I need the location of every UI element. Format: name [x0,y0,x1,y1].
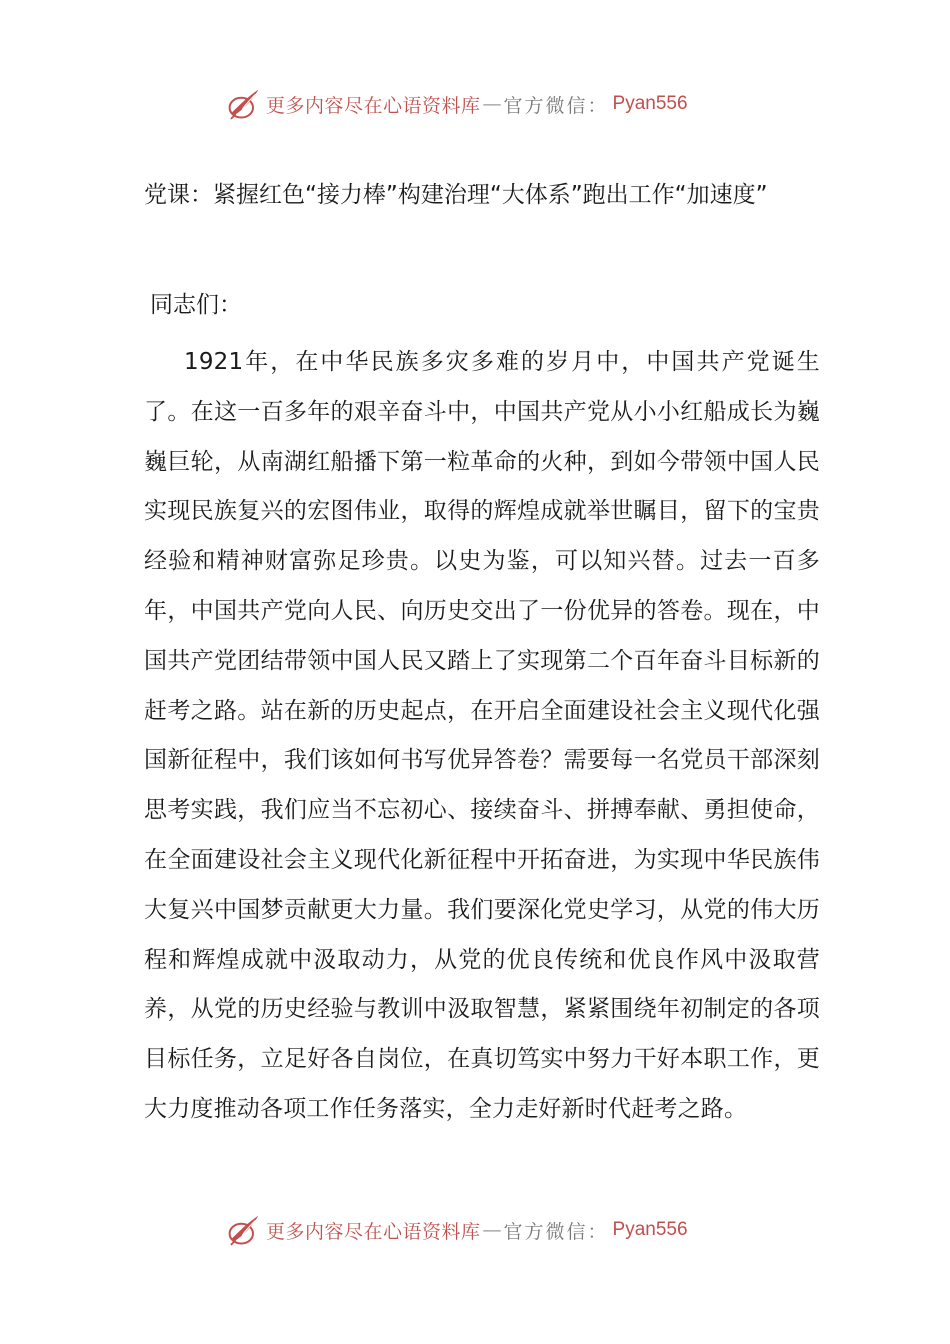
banner-site-name: 更多内容尽在心语资料库 [266,1220,481,1243]
quill-pen-logo-icon [226,1212,262,1248]
banner-dash: — [482,93,502,115]
header-banner [226,84,746,124]
banner-site-name: 更多内容尽在心语资料库 [266,94,481,117]
document-title: 党课：紧握红色“接力棒”构建治理“大体系”跑出工作“加速度” [144,182,768,208]
body-paragraph: 1921年，在中华民族多灾多难的岁月中，中国共产党诞生了。在这一百多年的艰辛奋斗中，中国共产党从小小红船成长为巍巍巨轮，从南湖红船播下第一粒革命的火种，到如今带领中国人民实现民族复兴的宏图伟业，取得的辉煌成就举世瞩目，留下的宝贵经验和精神财富弥足珍贵。以史为鉴，可以知兴替。过去一百多年，中国共产党向人民、向历史交出了一份优异的答卷。现在，中国共产党团结带领中国人民又踏上了实现第二个百年奋斗目标新的赶考之路。站在新的历史起点，在开启全面建设社会主义现代化强国新征程中，我们该如何书写优异答卷？需要每一名党员干部深刻思考实践，我们应当不忘初心、接续奋斗、拼搏奉献、勇担使命，在全面建设社会主义现代化新征程中开拓奋进，为实现中华民族伟大复兴中国梦贡献更大力量。我们要深化党史学习，从党的伟大历程和辉煌成就中汲取动力，从党的优良传统和优良作风中汲取营养，从党的历史经验与教训中汲取智慧，紧紧围绕年初制定的各项目标任务，立足好各自岗位，在真切笃实中努力干好本职工作，更大力度推动各项工作任务落实，全力走好新时代赶考之路。 [144,349,820,1122]
banner-wechat-label: 官方微信： [503,94,609,117]
salutation: 同志们： [150,292,242,318]
quill-pen-logo-icon [226,86,262,122]
banner-wechat-id: Pyan556 [612,93,688,114]
banner-wechat-id: Pyan556 [612,1219,688,1240]
banner-wechat-label: 官方微信： [503,1220,609,1243]
footer-banner [226,1210,746,1250]
banner-dash: — [482,1219,502,1241]
